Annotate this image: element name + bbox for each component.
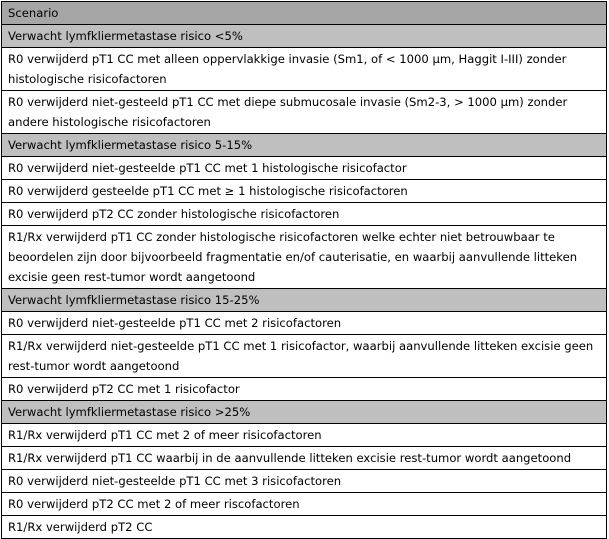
table-row xyxy=(2,447,607,470)
table-cell: R0 verwijderd niet-gesteelde pT1 CC met 2 risicofactoren xyxy=(2,312,607,335)
table-row xyxy=(2,378,607,401)
header-row xyxy=(2,2,607,25)
table-cell: R0 verwijderd niet-gesteelde pT1 CC met 3 risicofactoren xyxy=(2,470,607,493)
scenario-table xyxy=(1,1,607,539)
section-row xyxy=(2,134,607,157)
section-title-4: Verwacht lymfkliermetastase risico >25% xyxy=(2,401,607,424)
section-title-2: Verwacht lymfkliermetastase risico 5-15% xyxy=(2,134,607,157)
table-cell: R0 verwijderd pT1 CC met alleen oppervlakkige invasie (Sm1, of < 1000 µm, Haggit I-III) zonder histologische risicofactoren xyxy=(2,48,607,91)
table-row xyxy=(2,470,607,493)
table-row xyxy=(2,335,607,378)
header-cell: Scenario xyxy=(2,2,607,25)
section-row xyxy=(2,25,607,48)
table-row xyxy=(2,203,607,226)
table-cell: R0 verwijderd pT2 CC zonder histologische risicofactoren xyxy=(2,203,607,226)
section-row xyxy=(2,401,607,424)
section-title-1: Verwacht lymfkliermetastase risico <5% xyxy=(2,25,607,48)
table-cell: R0 verwijderd niet-gesteeld pT1 CC met diepe submucosale invasie (Sm2-3, > 1000 µm) zonder andere histologische risicofactoren xyxy=(2,91,607,134)
table-cell: R1/Rx verwijderd pT2 CC xyxy=(2,516,607,539)
table-row xyxy=(2,157,607,180)
table-row xyxy=(2,424,607,447)
table-cell: R0 verwijderd niet-gesteelde pT1 CC met 1 histologische risicofactor xyxy=(2,157,607,180)
table-row xyxy=(2,48,607,91)
table-cell: R1/Rx verwijderd pT1 CC zonder histologische risicofactoren welke echter niet betrouwbaar te beoordelen zijn door bijvoorbeeld fragmentatie en/of cauterisatie, en waarbij aanvullende litteken excisie geen rest-tumor wordt aangetoond xyxy=(2,226,607,289)
table-row xyxy=(2,91,607,134)
section-row xyxy=(2,289,607,312)
table-row xyxy=(2,180,607,203)
table-row xyxy=(2,516,607,539)
table-cell: R1/Rx verwijderd niet-gesteelde pT1 CC met 1 risicofactor, waarbij aanvullende litteken excisie geen rest-tumor wordt aangetoond xyxy=(2,335,607,378)
section-title-3: Verwacht lymfkliermetastase risico 15-25% xyxy=(2,289,607,312)
table-cell: R1/Rx verwijderd pT1 CC waarbij in de aanvullende litteken excisie rest-tumor wordt aangetoond xyxy=(2,447,607,470)
table-row xyxy=(2,312,607,335)
table-row xyxy=(2,493,607,516)
table-cell: R0 verwijderd pT2 CC met 2 of meer riscofactoren xyxy=(2,493,607,516)
table-cell: R1/Rx verwijderd pT1 CC met 2 of meer risicofactoren xyxy=(2,424,607,447)
table-row xyxy=(2,226,607,289)
table-cell: R0 verwijderd pT2 CC met 1 risicofactor xyxy=(2,378,607,401)
table-cell: R0 verwijderd gesteelde pT1 CC met ≥ 1 histologische risicofactoren xyxy=(2,180,607,203)
